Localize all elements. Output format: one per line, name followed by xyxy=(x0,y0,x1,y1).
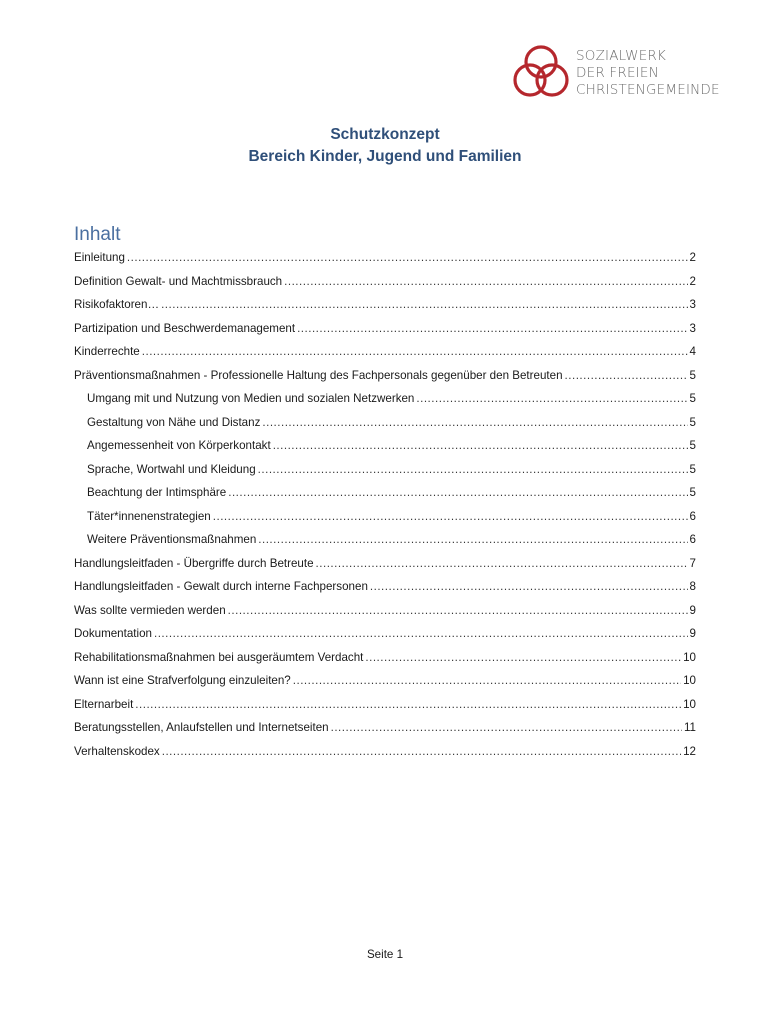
logo-text xyxy=(576,48,720,99)
toc-entry-page: 10 xyxy=(683,697,696,711)
toc-leader-dots xyxy=(258,462,688,478)
toc-entry-page: 5 xyxy=(689,392,696,405)
toc-entry-title: Wann ist eine Strafverfolgung einzuleiten? xyxy=(74,674,291,687)
toc-entry-page: 7 xyxy=(689,556,696,570)
toc-entry-page: 5 xyxy=(689,439,696,452)
toc-entry-title: Beachtung der Intimsphäre xyxy=(87,486,227,499)
toc-entry[interactable] xyxy=(74,509,696,533)
toc-entry-page: 3 xyxy=(689,321,696,335)
toc-leader-dots xyxy=(154,626,688,642)
toc-entry-title: Einleitung xyxy=(74,251,125,264)
toc-entry-title: Partizipation und Beschwerdemanagement xyxy=(74,321,296,335)
toc-entry-title: Weitere Präventionsmaßnahmen xyxy=(87,533,257,546)
toc-leader-dots xyxy=(293,673,681,689)
toc-entry[interactable] xyxy=(74,368,696,392)
toc-entry-title: Definition Gewalt- und Machtmissbrauch xyxy=(74,274,283,288)
toc-entry[interactable] xyxy=(74,720,696,744)
toc-entry[interactable] xyxy=(74,274,696,298)
toc-entry[interactable] xyxy=(74,744,696,768)
toc-entry-page: 3 xyxy=(689,298,696,311)
toc-entry-page: 4 xyxy=(689,345,696,358)
toc-entry-title: Sprache, Wortwahl und Kleidung xyxy=(87,462,256,476)
toc-leader-dots xyxy=(365,650,681,666)
toc-leader-dots xyxy=(273,438,688,454)
logo-line-1: SOZIALWERK xyxy=(576,47,667,64)
title-line-1: Schutzkonzept xyxy=(330,126,440,143)
toc-leader-dots xyxy=(135,697,681,713)
toc-leader-dots xyxy=(316,556,688,572)
toc-entry-page: 5 xyxy=(689,368,696,382)
toc-entry[interactable] xyxy=(74,462,696,486)
table-of-contents xyxy=(74,250,696,767)
toc-entry-title: Dokumentation xyxy=(74,627,152,640)
page-footer: Seite 1 xyxy=(366,948,404,961)
organization-logo xyxy=(510,42,720,104)
toc-leader-dots xyxy=(262,415,687,431)
toc-leader-dots xyxy=(370,579,688,595)
toc-entry-page: 6 xyxy=(689,509,696,523)
toc-entry-title: Was sollte vermieden werden xyxy=(74,603,226,617)
toc-leader-dots xyxy=(162,744,681,760)
toc-entry-page: 11 xyxy=(683,721,696,734)
toc-entry-page: 12 xyxy=(683,744,696,758)
title-line-2: Bereich Kinder, Jugend und Familien xyxy=(248,148,522,165)
toc-leader-dots xyxy=(213,509,688,525)
toc-leader-dots xyxy=(161,297,687,313)
toc-entry-page: 5 xyxy=(689,415,696,429)
toc-entry[interactable] xyxy=(74,250,696,274)
toc-entry[interactable] xyxy=(74,297,696,321)
toc-entry-title: Angemessenheit von Körperkontakt xyxy=(87,439,271,452)
toc-entry[interactable] xyxy=(74,344,696,368)
toc-leader-dots xyxy=(142,344,688,360)
toc-entry[interactable] xyxy=(74,673,696,697)
toc-entry-page: 9 xyxy=(689,603,696,617)
toc-entry[interactable] xyxy=(74,579,696,603)
toc-entry[interactable] xyxy=(74,650,696,674)
toc-entry-page: 8 xyxy=(689,580,696,593)
toc-leader-dots xyxy=(331,720,682,736)
toc-entry-title: Verhaltenskodex xyxy=(74,744,160,758)
toc-entry[interactable] xyxy=(74,626,696,650)
toc-entry[interactable] xyxy=(74,438,696,462)
toc-entry-title: Handlungsleitfaden - Übergriffe durch Betreute xyxy=(74,556,314,570)
toc-entry-page: 2 xyxy=(689,274,696,288)
toc-leader-dots xyxy=(258,532,687,548)
document-title xyxy=(0,124,770,168)
toc-entry-page: 5 xyxy=(689,486,696,499)
toc-entry-page: 10 xyxy=(683,674,696,687)
toc-entry-title: Gestaltung von Nähe und Distanz xyxy=(87,415,261,429)
toc-entry[interactable] xyxy=(74,321,696,345)
logo-line-2: DER FREIEN xyxy=(576,64,659,81)
toc-entry-page: 5 xyxy=(689,462,696,476)
toc-entry-title: Kinderrechte xyxy=(74,345,140,358)
toc-entry-title: Rehabilitationsmaßnahmen bei ausgeräumtem Verdacht xyxy=(74,650,364,664)
toc-entry-title: Präventionsmaßnahmen - Professionelle Haltung des Fachpersonals gegenüber den Betreuten xyxy=(74,368,563,382)
toc-entry-page: 2 xyxy=(689,251,696,264)
toc-entry-page: 6 xyxy=(689,533,696,546)
toc-leader-dots xyxy=(565,368,688,384)
toc-entry[interactable] xyxy=(74,532,696,556)
toc-entry-title: Handlungsleitfaden - Gewalt durch interne Fachpersonen xyxy=(74,580,368,593)
toc-entry[interactable] xyxy=(74,603,696,627)
toc-entry-title: Elternarbeit xyxy=(74,697,134,711)
toc-leader-dots xyxy=(416,391,687,407)
toc-leader-dots xyxy=(284,274,687,290)
toc-leader-dots xyxy=(127,250,688,266)
toc-entry-title: Beratungsstellen, Anlaufstellen und Internetseiten xyxy=(74,721,329,734)
logo-line-3: CHRISTENGEMEINDE xyxy=(576,81,720,98)
toc-entry-page: 9 xyxy=(689,627,696,640)
toc-entry[interactable] xyxy=(74,697,696,721)
toc-heading: Inhalt xyxy=(74,224,121,245)
toc-leader-dots xyxy=(228,485,687,501)
toc-leader-dots xyxy=(228,603,688,619)
toc-entry-title: Umgang mit und Nutzung von Medien und sozialen Netzwerken xyxy=(87,392,415,405)
three-rings-logo-icon xyxy=(510,42,572,104)
toc-entry-title: Täter*innenenstrategien xyxy=(87,509,211,523)
toc-entry[interactable] xyxy=(74,391,696,415)
toc-entry-title: Risikofaktoren… xyxy=(74,298,160,311)
toc-entry[interactable] xyxy=(74,485,696,509)
toc-entry[interactable] xyxy=(74,556,696,580)
toc-entry-page: 10 xyxy=(683,650,696,664)
toc-leader-dots xyxy=(297,321,687,337)
toc-entry[interactable] xyxy=(74,415,696,439)
